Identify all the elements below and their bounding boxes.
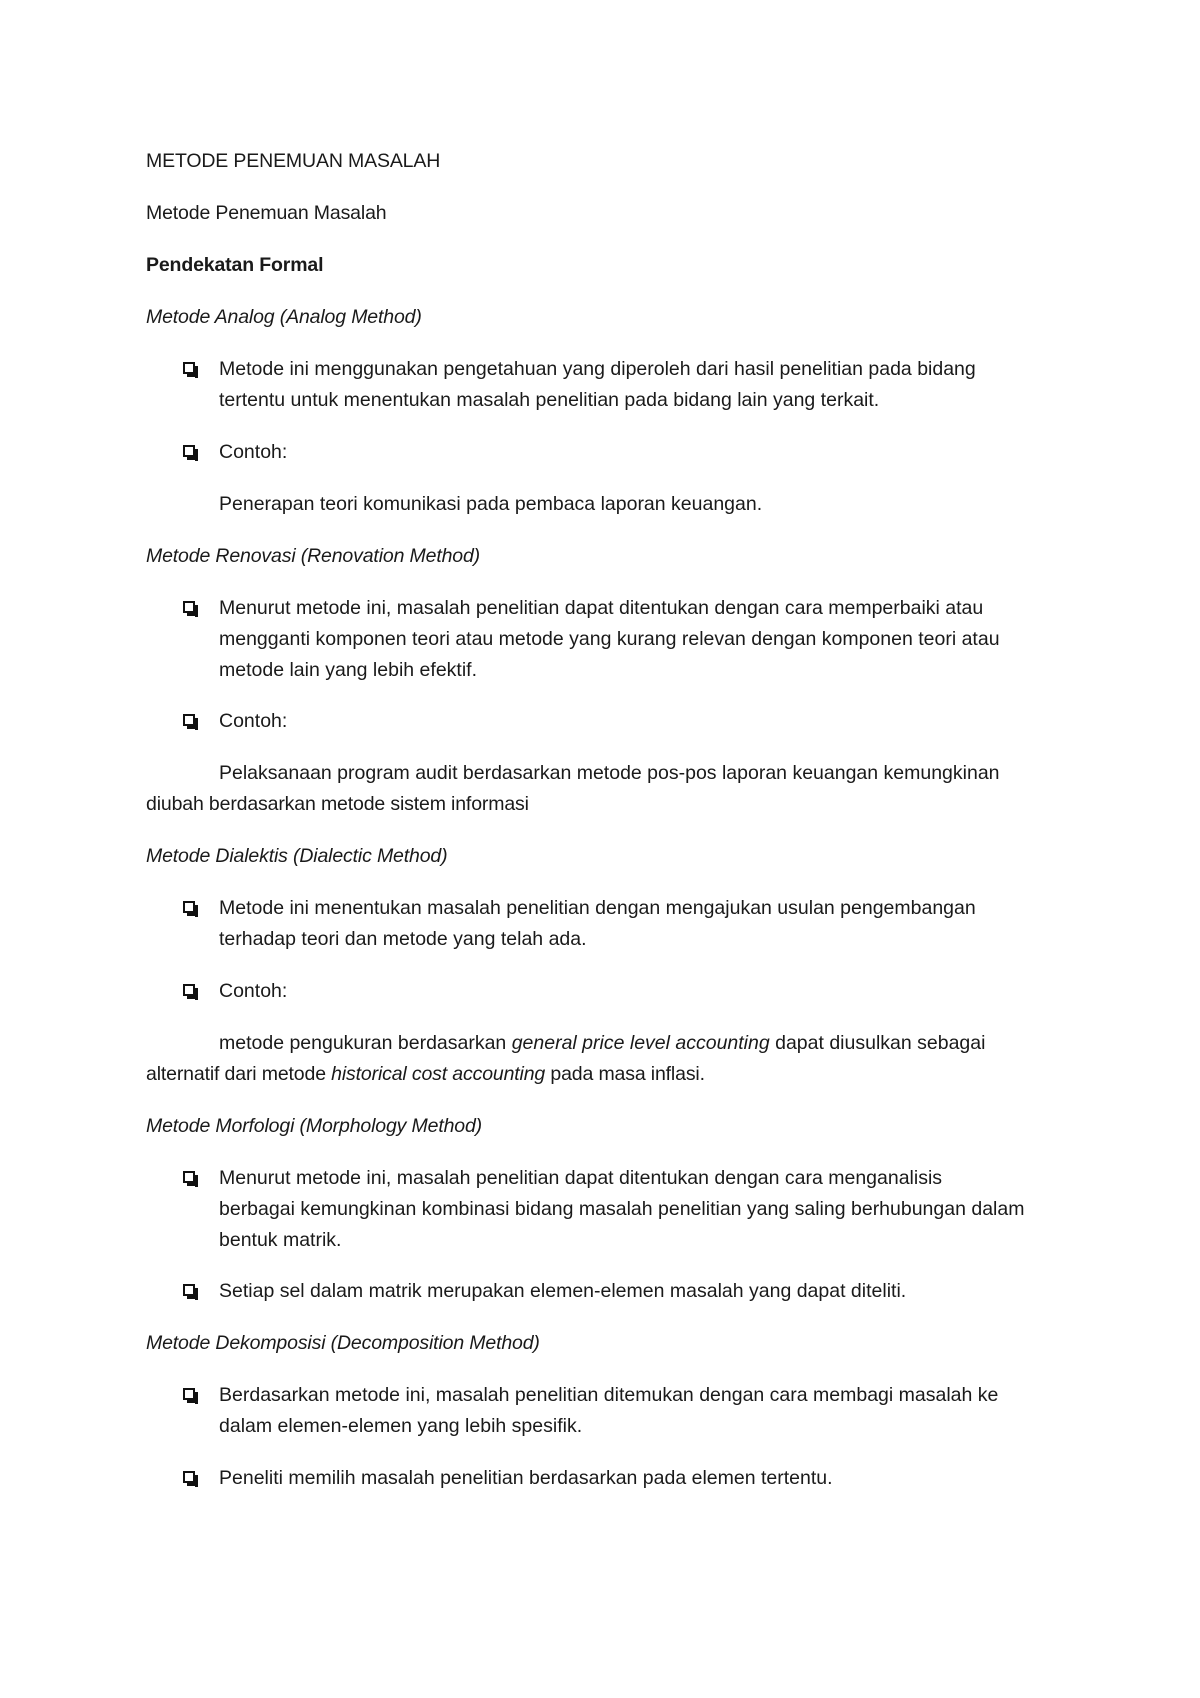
checkbox-bullet-icon	[183, 901, 195, 913]
bullet-line: Contoh:	[219, 710, 288, 732]
example-text-part: alternatif dari metode	[146, 1063, 332, 1085]
bullet-line: terhadap teori dan metode yang telah ada.	[219, 928, 587, 950]
section-heading-morfologi: Metode Morfologi (Morphology Method)	[146, 1115, 483, 1137]
checkbox-bullet-icon	[183, 1471, 195, 1483]
bullet-line: Berdasarkan metode ini, masalah penelitian ditemukan dengan cara membagi masalah ke	[219, 1384, 999, 1406]
checkbox-bullet-icon	[183, 601, 195, 613]
bullet-line: tertentu untuk menentukan masalah penelitian pada bidang lain yang terkait.	[219, 389, 880, 411]
example-text: Pelaksanaan program audit berdasarkan metode pos-pos laporan keuangan kemungkinan	[219, 762, 1000, 784]
example-text-italic: general price level accounting	[511, 1032, 770, 1054]
section-heading-renovasi: Metode Renovasi (Renovation Method)	[146, 545, 481, 567]
example-text: Penerapan teori komunikasi pada pembaca laporan keuangan.	[219, 493, 763, 515]
bullet-line: bentuk matrik.	[219, 1229, 342, 1251]
bullet-line: mengganti komponen teori atau metode yang kurang relevan dengan komponen teori atau	[219, 628, 1000, 650]
example-text: diubah berdasarkan metode sistem informasi	[146, 793, 529, 815]
example-text	[219, 1028, 985, 1059]
bullet-line: berbagai kemungkinan kombinasi bidang masalah penelitian yang saling berhubungan dalam	[219, 1198, 1025, 1220]
checkbox-bullet-icon	[183, 362, 195, 374]
document-subtitle: Metode Penemuan Masalah	[146, 202, 387, 224]
section-heading-dialektis: Metode Dialektis (Dialectic Method)	[146, 845, 448, 867]
checkbox-bullet-icon	[183, 984, 195, 996]
checkbox-bullet-icon	[183, 1284, 195, 1296]
section-heading-analog: Metode Analog (Analog Method)	[146, 306, 422, 328]
checkbox-bullet-icon	[183, 714, 195, 726]
example-text	[146, 1059, 705, 1090]
bullet-line: Menurut metode ini, masalah penelitian dapat ditentukan dengan cara memperbaiki atau	[219, 597, 984, 619]
example-text-part: metode pengukuran berdasarkan	[219, 1032, 512, 1054]
bullet-line: Metode ini menggunakan pengetahuan yang diperoleh dari hasil penelitian pada bidang	[219, 358, 976, 380]
section-heading-dekomposisi: Metode Dekomposisi (Decomposition Method)	[146, 1332, 540, 1354]
checkbox-bullet-icon	[183, 1171, 195, 1183]
example-text-part: pada masa inflasi.	[545, 1063, 705, 1085]
example-text-italic: historical cost accounting	[331, 1063, 546, 1085]
bullet-line: dalam elemen-elemen yang lebih spesifik.	[219, 1415, 583, 1437]
checkbox-bullet-icon	[183, 1388, 195, 1400]
approach-heading: Pendekatan Formal	[146, 254, 324, 276]
bullet-line: Menurut metode ini, masalah penelitian dapat ditentukan dengan cara menganalisis	[219, 1167, 943, 1189]
document-title: METODE PENEMUAN MASALAH	[146, 150, 441, 172]
bullet-line: Peneliti memilih masalah penelitian berdasarkan pada elemen tertentu.	[219, 1467, 833, 1489]
bullet-line: Contoh:	[219, 980, 288, 1002]
checkbox-bullet-icon	[183, 445, 195, 457]
bullet-line: Contoh:	[219, 441, 288, 463]
bullet-line: Metode ini menentukan masalah penelitian dengan mengajukan usulan pengembangan	[219, 897, 976, 919]
bullet-line: Setiap sel dalam matrik merupakan elemen-elemen masalah yang dapat diteliti.	[219, 1280, 907, 1302]
bullet-line: metode lain yang lebih efektif.	[219, 659, 477, 681]
example-text-part: dapat diusulkan sebagai	[769, 1032, 986, 1054]
